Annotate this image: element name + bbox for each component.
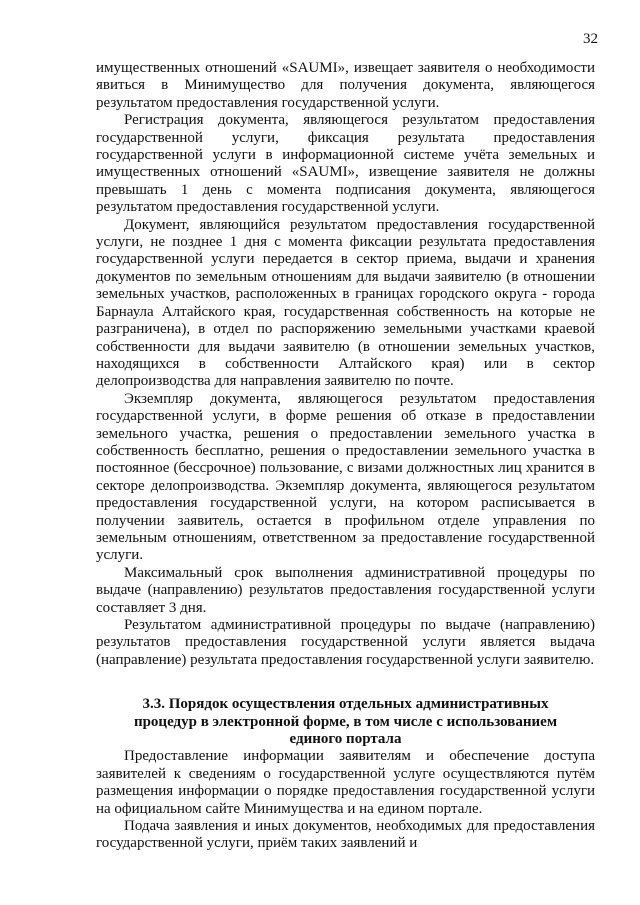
paragraph-max-term: Максимальный срок выполнения административной процедуры по выдаче (направлению) результатов предоставления государственной услуги составляет 3 дня. [96,564,595,616]
section-heading: 3.3. Порядок осуществления отдельных административных процедур в электронной форме, в том числе с использованием единого портала [133,696,558,748]
paragraph-registration: Регистрация документа, являющегося результатом предоставления государственной услуги, фиксация результата предоставления государственной услуги в информационной системе учёта земельных и имущественных отношений «SAUMI», извещение заявителя не должны превышать 1 день с момента подписания документа, являющегося результатом предоставления государственной услуги. [96,112,595,216]
paragraph-document-transfer: Документ, являющийся результатом предоставления государственной услуги, не позднее 1 дня с момента фиксации результата предоставления государственной услуги передается в сектор приема, выдачи и хранения документов по земельным отношениям для выдачи заявителю (в отношении земельных участков, расположенных в границах городского округа - города Барнаула Алтайского края, государственная собственность на которые не разграничена), в отдел по распоряжению земельными участками краевой собственности для выдачи заявителю (в отношении земельных участков, находящихся в собственности Алтайского края) или в сектор делопроизводства для направления заявителю по почте. [96,216,595,390]
page-number: 32 [583,31,598,47]
document-body [96,60,595,853]
paragraph-application-submission: Подача заявления и иных документов, необходимых для предоставления государственной услуги, приём таких заявлений и [96,818,595,852]
paragraph-copy-storage: Экземпляр документа, являющегося результатом предоставления государственной услуги, в форме решения об отказе в предоставлении земельного участка, решения о предоставлении земельного участка в собственность бесплатно, решения о предоставлении земельного участка в постоянное (бессрочное) пользование, с визами должностных лиц хранится в секторе делопроизводства. Экземпляр документа, являющегося результатом предоставления государственной услуги, на котором расписывается в получении заявитель, остается в профильном отделе управления по земельным отношениям, ответственном за предоставление государственной услуги. [96,390,595,564]
paragraph-info-provision: Предоставление информации заявителям и обеспечение доступа заявителей к сведениям о государственной услуге осуществляются путём размещения информации о порядке предоставления государственной услуги на официальном сайте Минимущества и на едином портале. [96,748,595,817]
paragraph-continued: имущественных отношений «SAUMI», извещает заявителя о необходимости явиться в Минимущество для получения документа, являющегося результатом предоставления государственной услуги. [96,60,595,111]
paragraph-procedure-result: Результатом административной процедуры по выдаче (направлению) результатов предоставления государственной услуги является выдача (направление) результата предоставления государственной услуги заявителю. [96,617,595,668]
